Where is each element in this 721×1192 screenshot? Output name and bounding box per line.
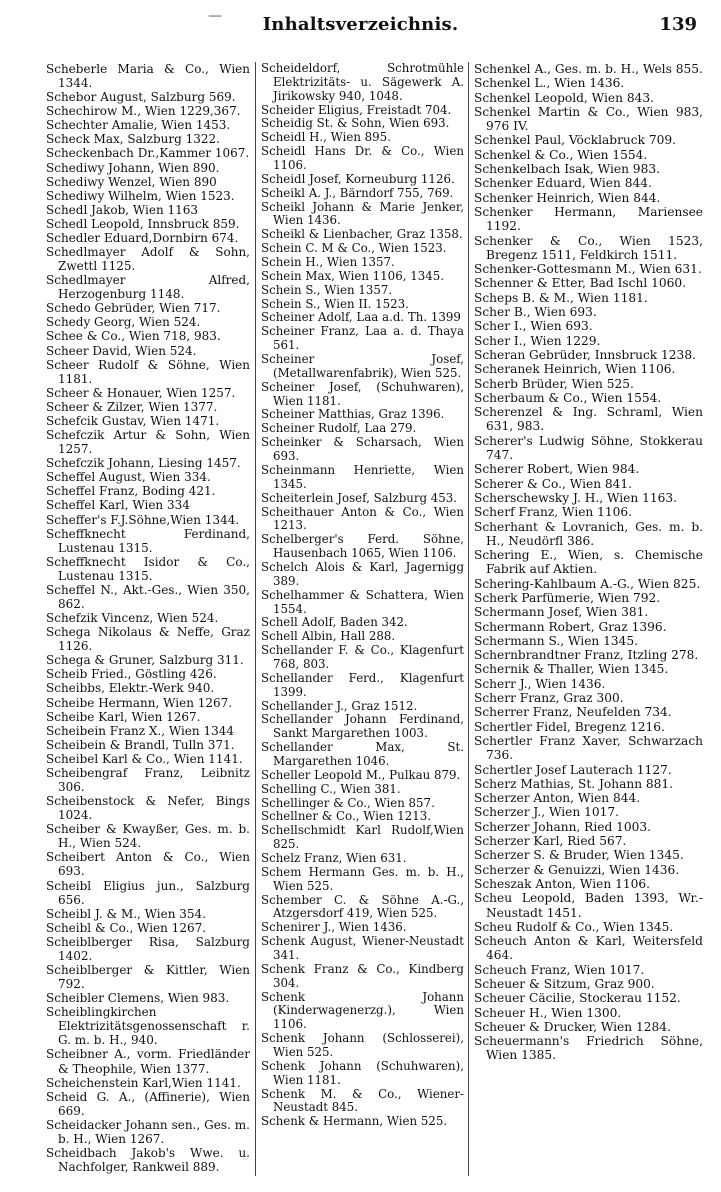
index-entry: Schenker Heinrich, Wien 844. — [474, 190, 661, 205]
page-header — [0, 8, 721, 42]
index-entry: Scheran Gebrüder, Innsbruck 1238. — [474, 347, 696, 362]
index-entry: Scheiblberger Risa, Salzburg 1402. — [46, 934, 250, 963]
index-entry: Schenker Hermann, Mariensee 1192. — [474, 204, 703, 234]
index-entry: Scheffel August, Wien 334. — [46, 470, 211, 485]
index-entry: Schebor August, Salzburg 569. — [46, 90, 236, 105]
index-entry: Schenk & Hermann, Wien 525. — [261, 1114, 448, 1129]
index-entry: Scheibel Karl & Co., Wien 1141. — [46, 751, 243, 766]
index-entry: Scheffknecht Isidor & Co., Lustenau 1315. — [46, 554, 250, 583]
index-entry: Scheiner Adolf, Laa a.d. Th. 1399 — [261, 310, 461, 325]
index-entry: Scherzer J., Wien 1017. — [474, 805, 619, 820]
index-entry: Scheiblingkirchen Elektrizitätsgenossenschaft r. G. m. b. H., 940. — [46, 1005, 250, 1048]
index-entry: Scherz Mathias, St. Johann 881. — [474, 776, 674, 791]
index-entry: Schenkel Leopold, Wien 843. — [474, 90, 654, 105]
index-entry: Schein S., Wien 1357. — [261, 282, 393, 297]
index-entry: Scheffer's F.J.Söhne,Wien 1344. — [46, 512, 240, 527]
index-entry: Scheu Leopold, Baden 1393, Wr.-Neustadt 1451. — [474, 891, 703, 920]
index-entry: Schega Nikolaus & Neffe, Graz 1126. — [46, 625, 250, 654]
index-entry: Scheidl Josef, Korneuburg 1126. — [261, 171, 455, 186]
index-entry: Schefcik Gustav, Wien 1471. — [46, 413, 220, 428]
index-entry: Scherrer Franz, Neufelden 734. — [474, 705, 672, 720]
index-entry: Scheer & Honauer, Wien 1257. — [46, 385, 236, 400]
index-entry: Scheibl J. & M., Wien 354. — [46, 906, 207, 921]
index-entry: Scheiner Josef, (Metallwarenfabrik), Wien 525. — [261, 352, 464, 380]
index-entry: Scheibl & Co., Wien 1267. — [46, 920, 207, 935]
index-entry: Scheuch Franz, Wien 1017. — [474, 962, 645, 977]
index-entry: Scheffel N., Akt.-Ges., Wien 350, 862. — [46, 582, 250, 611]
index-entry: Schenker-Gottesmann M., Wien 631. — [474, 262, 702, 277]
index-entry: Schenker Eduard, Wien 844. — [474, 176, 652, 191]
index-entry: Schermann Josef, Wien 381. — [474, 605, 649, 620]
index-entry: Schedlmayer Alfred, Herzogenburg 1148. — [46, 273, 250, 302]
index-entry: Schernbrandtner Franz, Itzling 278. — [474, 648, 699, 663]
index-entry: Schenkel & Co., Wien 1554. — [474, 147, 648, 162]
index-entry: Schember C. & Söhne A.-G., Atzgersdorf 419, Wien 525. — [261, 892, 464, 921]
index-entry: Scheidbach Jakob's Wwe. u. Nachfolger, Rankweil 889. — [46, 1146, 250, 1175]
column-divider — [255, 62, 256, 1176]
index-entry: Scheu Rudolf & Co., Wien 1345. — [474, 919, 674, 934]
index-entry: Scherzer Anton, Wien 844. — [474, 791, 641, 806]
index-column-3 — [474, 62, 703, 1063]
index-entry: Scherhant & Lovranich, Ges. m. b. H., Neudörfl 386. — [474, 519, 703, 548]
index-entry: Scheck Max, Salzburg 1322. — [46, 132, 220, 147]
index-entry: Scheckenbach Dr.,Kammer 1067. — [46, 146, 250, 161]
index-entry: Schellander Max, St. Margarethen 1046. — [261, 740, 464, 768]
index-entry: Schellner & Co., Wien 1213. — [261, 809, 431, 824]
index-entry: Scheller Leopold M., Pulkau 879. — [261, 767, 461, 782]
index-entry: Schellander Johann Ferdinand, Sankt Margarethen 1003. — [261, 712, 464, 741]
index-entry: Schell Adolf, Baden 342. — [261, 615, 408, 630]
index-entry: Scheiterlein Josef, Salzburg 453. — [261, 490, 458, 505]
index-entry: Scheidl Hans Dr. & Co., Wien 1106. — [261, 144, 464, 173]
index-entry: Scheuermann's Friedrich Söhne, Wien 1385. — [474, 1034, 703, 1063]
index-entry: Schertler Franz Xaver, Schwarzach 736. — [474, 733, 703, 763]
page-number: 139 — [659, 14, 697, 35]
index-entry: Schenk August, Wiener-Neustadt 341. — [261, 934, 464, 962]
index-entry: Scher B., Wien 693. — [474, 305, 597, 320]
index-entry: Schermann Robert, Graz 1396. — [474, 619, 667, 634]
index-entry: Schenker & Co., Wien 1523, Bregenz 1511, Feldkirch 1511. — [474, 233, 703, 262]
index-entry: Schenner & Etter, Bad Ischl 1060. — [474, 276, 687, 291]
index-entry: Scheibein Franz X., Wien 1344 — [46, 723, 234, 738]
index-entry: Scheszak Anton, Wien 1106. — [474, 876, 650, 891]
index-entry: Schefczik Johann, Liesing 1457. — [46, 456, 241, 471]
index-entry: Scheibbs, Elektr.-Werk 940. — [46, 681, 215, 696]
index-entry: Schein H., Wien 1357. — [261, 255, 395, 270]
index-entry: Scherenzel & Ing. Schraml, Wien 631, 983. — [474, 405, 703, 434]
index-entry: Scheinker & Scharsach, Wien 693. — [261, 435, 464, 464]
index-entry: Scheikl A. J., Bärndorf 755, 769. — [261, 185, 454, 200]
index-entry: Scherzer Karl, Ried 567. — [474, 834, 627, 849]
index-entry: Schelling C., Wien 381. — [261, 781, 401, 796]
index-entry: Scheibl Eligius jun., Salzburg 656. — [46, 878, 250, 907]
index-entry: Scherzer & Genuizzi, Wien 1436. — [474, 862, 680, 877]
index-entry: Scheibert Anton & Co., Wien 693. — [46, 850, 250, 879]
index-entry: Schering-Kahlbaum A.-G., Wien 825. — [474, 576, 701, 591]
index-entry: Scher I., Wien 693. — [474, 319, 593, 334]
page-title: Inhaltsverzeichnis. — [262, 14, 459, 35]
index-entry: Scheidacker Johann sen., Ges. m. b. H., Wien 1267. — [46, 1117, 250, 1146]
index-entry: Scheuch Anton & Karl, Weitersfeld 464. — [474, 934, 703, 963]
index-entry: Schedo Gebrüder, Wien 717. — [46, 301, 221, 316]
index-column-1 — [46, 62, 250, 1174]
index-entry: Scheiner Rudolf, Laa 279. — [261, 421, 417, 436]
index-entry: Scheer David, Wien 524. — [46, 343, 197, 358]
index-entry: Schelz Franz, Wien 631. — [261, 850, 407, 865]
index-entry: Scherk Parfümerie, Wien 792. — [474, 590, 661, 605]
index-entry: Scherer & Co., Wien 841. — [474, 476, 633, 491]
index-entry: Scheidig St. & Sohn, Wien 693. — [261, 116, 450, 131]
index-entry: Scheider Eligius, Freistadt 704. — [261, 102, 452, 117]
index-entry: Schelch Alois & Karl, Jagernigg 389. — [261, 559, 464, 588]
index-entry: Scheidl H., Wien 895. — [261, 130, 391, 145]
index-entry: Scheichenstein Karl,Wien 1141. — [46, 1075, 241, 1090]
index-entry: Schega & Gruner, Salzburg 311. — [46, 653, 244, 668]
header-mark: — — [208, 8, 222, 24]
index-entry: Schenk M. & Co., Wiener-Neustadt 845. — [261, 1086, 464, 1115]
index-entry: Scheid G. A., (Affinerie), Wien 669. — [46, 1089, 250, 1118]
index-entry: Scheinmann Henriette, Wien 1345. — [261, 462, 464, 491]
index-entry: Scherer Robert, Wien 984. — [474, 462, 640, 477]
index-entry: Schellander F. & Co., Klagenfurt 768, 803. — [261, 643, 464, 671]
index-entry: Schefzik Vincenz, Wien 524. — [46, 611, 219, 626]
index-entry: Scheibein & Brandl, Tulln 371. — [46, 737, 235, 752]
index-entry: Schediwy Johann, Wien 890. — [46, 160, 220, 175]
index-entry: Scherschewsky J. H., Wien 1163. — [474, 490, 678, 505]
index-entry: Scheer & Zilzer, Wien 1377. — [46, 399, 218, 414]
index-entry: Schell Albin, Hall 288. — [261, 629, 396, 644]
index-entry: Scheuer & Sitzum, Graz 900. — [474, 977, 655, 991]
index-entry: Scheuer Cäcilie, Stockerau 1152. — [474, 991, 681, 1006]
index-entry: Schertler Josef Lauterach 1127. — [474, 762, 672, 777]
index-entry: Scherf Franz, Wien 1106. — [474, 505, 633, 520]
index-entry: Scheps B. & M., Wien 1181. — [474, 290, 648, 305]
index-entry: Scherzer Johann, Ried 1003. — [474, 819, 652, 834]
index-entry: Schedler Eduard,Dornbirn 674. — [46, 230, 239, 245]
index-entry: Scheideldorf, Schrotmühle Elektrizitäts- u. Sägewerk A. Jirikowsky 940, 1048. — [261, 61, 464, 103]
index-entry: Schenk Johann (Kinderwagenerzg.), Wien 1106. — [261, 989, 464, 1032]
index-entry: Scheberle Maria & Co., Wien 1344. — [46, 62, 250, 91]
index-entry: Scheibe Karl, Wien 1267. — [46, 709, 201, 724]
index-entry: Schenk Johann (Schuhwaren), Wien 1181. — [261, 1058, 464, 1087]
index-entry: Scheib Fried., Göstling 426. — [46, 667, 217, 682]
index-entry: Schenk Franz & Co., Kindberg 304. — [261, 961, 464, 990]
index-entry: Scher I., Wien 1229. — [474, 333, 601, 348]
index-entry: Schediwy Wenzel, Wien 890 — [46, 174, 217, 189]
index-entry: Scheer Rudolf & Söhne, Wien 1181. — [46, 357, 250, 386]
index-entry: Scherbaum & Co., Wien 1554. — [474, 390, 662, 405]
index-entry: Scheithauer Anton & Co., Wien 1213. — [261, 504, 464, 533]
index-entry: Scheiner Josef, (Schuhwaren), Wien 1181. — [261, 379, 464, 408]
index-entry: Schein S., Wien II. 1523. — [261, 296, 409, 311]
index-entry: Scheibe Hermann, Wien 1267. — [46, 695, 233, 710]
index-entry: Schefczik Artur & Sohn, Wien 1257. — [46, 428, 250, 457]
index-entry: Scheffel Franz, Boding 421. — [46, 484, 216, 499]
index-entry: Scheuer & Drucker, Wien 1284. — [474, 1019, 671, 1034]
index-entry: Schechter Amalie, Wien 1453. — [46, 118, 231, 133]
index-entry: Scherr J., Wien 1436. — [474, 676, 606, 691]
index-entry: Scherr Franz, Graz 300. — [474, 691, 624, 706]
index-entry: Scheibler Clemens, Wien 983. — [46, 991, 230, 1006]
index-entry: Schein C. M & Co., Wien 1523. — [261, 241, 447, 256]
index-entry: Schedlmayer Adolf & Sohn, Zwettl 1125. — [46, 245, 250, 274]
index-entry: Scheiner Franz, Laa a. d. Thaya 561. — [261, 324, 464, 353]
index-entry: Schenkel L., Wien 1436. — [474, 76, 625, 91]
index-entry: Schering E., Wien, s. Chemische Fabrik auf Aktien. — [474, 548, 703, 577]
index-entry: Schenkel Paul, Vöcklabruck 709. — [474, 133, 676, 148]
index-entry: Scherzer S. & Bruder, Wien 1345. — [474, 848, 684, 863]
index-entry: Schermann S., Wien 1345. — [474, 633, 639, 648]
index-entry: Scheibenstock & Nefer, Bings 1024. — [46, 794, 250, 823]
index-entry: Scherb Brüder, Wien 525. — [474, 376, 634, 391]
index-entry: Scheffknecht Ferdinand, Lustenau 1315. — [46, 526, 250, 555]
index-entry: Scheiblberger & Kittler, Wien 792. — [46, 963, 250, 992]
index-entry: Scheikl & Lienbacher, Graz 1358. — [261, 227, 463, 242]
index-entry: Scheikl Johann & Marie Jenker, Wien 1436. — [261, 199, 464, 228]
index-entry: Schenkelbach Isak, Wien 983. — [474, 162, 660, 177]
index-entry: Schenirer J., Wien 1436. — [261, 920, 407, 935]
index-entry: Schelberger's Ferd. Söhne, Hausenbach 1065, Wien 1106. — [261, 532, 464, 561]
index-entry: Scheuer H., Wien 1300. — [474, 1005, 622, 1020]
index-entry: Schellander Ferd., Klagenfurt 1399. — [261, 670, 464, 699]
index-entry: Schenk Johann (Schlosserei), Wien 525. — [261, 1031, 464, 1060]
index-entry: Schediwy Wilhelm, Wien 1523. — [46, 188, 235, 203]
column-divider — [468, 62, 469, 1176]
index-entry: Schellander J., Graz 1512. — [261, 698, 418, 713]
index-entry: Schedy Georg, Wien 524. — [46, 315, 201, 330]
index-entry: Scheffel Karl, Wien 334 — [46, 498, 190, 513]
index-column-2 — [261, 62, 464, 1129]
index-entry: Schechirow M., Wien 1229,367. — [46, 104, 241, 119]
index-entry: Schellinger & Co., Wien 857. — [261, 795, 435, 810]
index-entry: Schem Hermann Ges. m. b. H., Wien 525. — [261, 864, 464, 893]
index-entry: Scheranek Heinrich, Wien 1106. — [474, 362, 676, 377]
index-entry: Scheiner Matthias, Graz 1396. — [261, 407, 445, 422]
index-entry: Scheibner A., vorm. Friedländer & Theophile, Wien 1377. — [46, 1047, 250, 1076]
index-entry: Schenkel Martin & Co., Wien 983, 976 IV. — [474, 104, 703, 134]
index-entry: Scheibengraf Franz, Leibnitz 306. — [46, 765, 250, 794]
index-entry: Schein Max, Wien 1106, 1345. — [261, 268, 444, 283]
index-entry: Schedl Jakob, Wien 1163 — [46, 202, 199, 217]
index-entry: Schellschmidt Karl Rudolf,Wien 825. — [261, 823, 464, 852]
index-entry: Schedl Leopold, Innsbruck 859. — [46, 216, 240, 231]
index-entry: Schernik & Thaller, Wien 1345. — [474, 662, 669, 677]
index-entry: Scheiber & Kwayßer, Ges. m. b. H., Wien 524. — [46, 822, 250, 851]
index-entry: Schenkel A., Ges. m. b. H., Wels 855. — [474, 62, 703, 76]
index-entry: Schee & Co., Wien 718, 983. — [46, 329, 221, 344]
index-entry: Schertler Fidel, Bregenz 1216. — [474, 719, 665, 734]
index-entry: Scherer's Ludwig Söhne, Stokkerau 747. — [474, 433, 703, 463]
index-entry: Schelhammer & Schattera, Wien 1554. — [261, 587, 464, 616]
